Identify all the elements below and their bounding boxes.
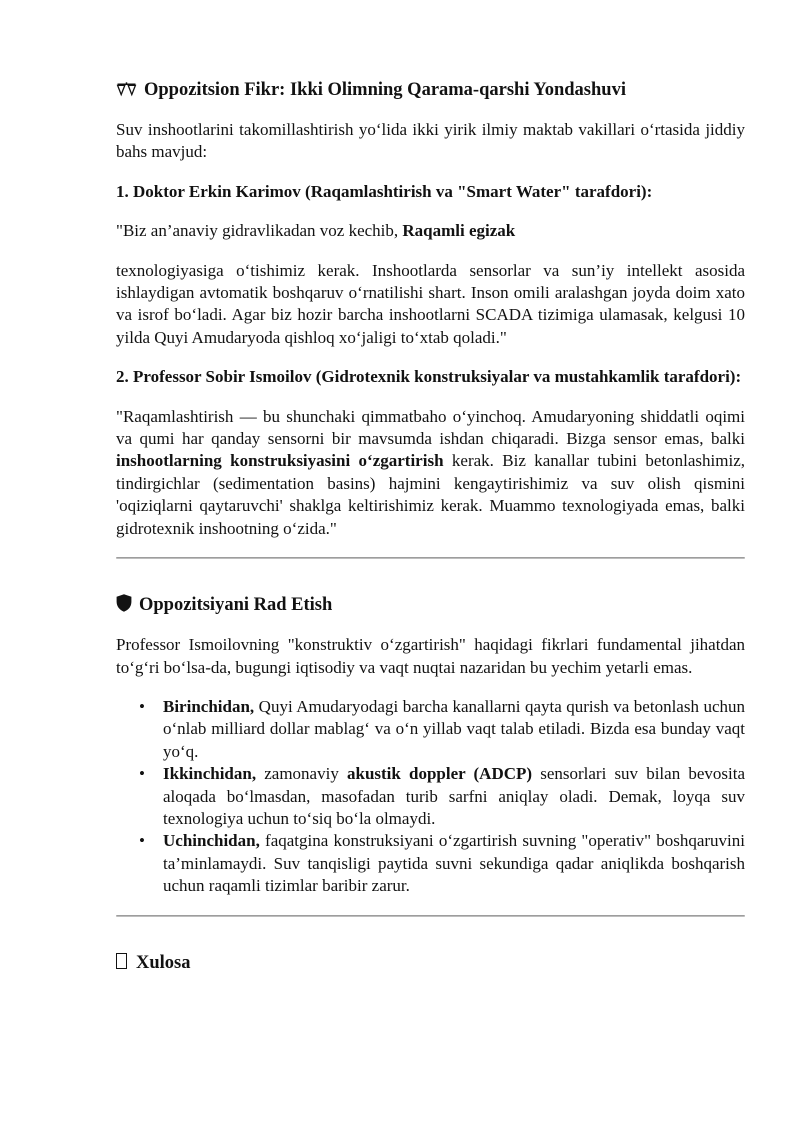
section-divider <box>116 915 745 917</box>
section-heading-opposition <box>116 78 745 102</box>
quote2-run-regular-2: kerak. Biz kanallar tubini betonlashimiz, tindirgichlar (sedimentation basins) hajmini kengaytirishimiz va suv olish qismini 'oqiziqlarni qaytaruvchi' shaklga keltirishimiz kerak. Muammo texnologiyada emas, balki gidrotexnik inshootning o‘zida." <box>116 451 746 538</box>
section-heading-rebuttal-label: Oppozitsiyani Rad Etish <box>139 595 333 616</box>
list-item-third <box>139 830 745 897</box>
bullet-icon: • <box>139 764 145 784</box>
section-heading-rebuttal <box>116 593 745 617</box>
list-item-first <box>139 696 745 763</box>
list-item-second-body-2: sensorlari suv bilan bevosita aloqada bo‘lmasdan, masofadan turib sarfni aniqlay oladi. Demak, loyqa suv texnologiya uchun to‘siq bo‘la olmaydi. <box>163 764 745 828</box>
bullet-icon: • <box>139 696 145 716</box>
quote1-run-regular: "Biz an’anaviy gidravlikadan voz kechib, <box>116 221 403 241</box>
list-item-second-bold: akustik doppler (ADCP) <box>346 764 533 784</box>
rebuttal-list <box>116 696 745 898</box>
scientist1-heading: 1. Doktor Erkin Karimov (Raqamlashtirish va "Smart Water" tarafdori): <box>116 181 653 201</box>
list-item-first-body: Quyi Amudaryodagi barcha kanallarni qayta qurish va betonlash uchun o‘nlab milliard dollar mablag‘ va o‘n yillab vaqt talab etiladi. Bizda esa bunday vaqt yo‘q. <box>163 696 745 761</box>
section-divider <box>116 557 745 559</box>
missing-glyph-box-icon <box>116 953 127 969</box>
scales-icon <box>116 78 137 102</box>
quote2-paragraph <box>116 406 745 540</box>
list-item-second-body-1: zamonaviy <box>256 764 347 784</box>
list-item-second-lead: Ikkinchidan, <box>163 764 257 784</box>
scientist2-heading: 2. Professor Sobir Ismoilov (Gidrotexnik konstruksiyalar va mustahkamlik tarafdori): <box>116 367 742 387</box>
quote1-paragraph <box>116 220 745 242</box>
bullet-icon: • <box>139 831 145 851</box>
section-heading-opposition-label: Oppozitsion Fikr: Ikki Olimning Qarama-qarshi Yondashuvi <box>144 80 626 100</box>
list-item-second <box>139 763 745 830</box>
rebuttal-intro-paragraph: Professor Ismoilovning "konstruktiv o‘zgartirish" haqidagi fikrlari fundamental jihatdan to‘g‘ri bo‘lsa-da, bugungi iqtisodiy va vaqt nuqtai nazaridan bu yechim yetarli emas. <box>116 635 745 677</box>
list-item-first-lead: Birinchidan, <box>163 696 255 716</box>
quote1-continuation-paragraph: texnologiyasiga o‘tishimiz kerak. Inshootlarda sensorlar va sun’iy intellekt asosida ishlaydigan avtomatik boshqaruv o‘rnatilishi shart. Inson omili aralashgan joyda doim xato va isrof bo‘ladi. Agar biz hozir barcha inshootlarni SCADA tizimiga ulamasak, kelgusi 10 yilda Quyi Amudaryoda qishloq xo‘jaligi to‘xtab qoladi." <box>116 260 745 347</box>
section-heading-conclusion <box>116 951 745 975</box>
intro-paragraph: Suv inshootlarini takomillashtirish yo‘lida ikki yirik ilmiy maktab vakillari o‘rtasida jiddiy bahs mavjud: <box>116 120 745 162</box>
list-item-third-body: faqatgina konstruksiyani o‘zgartirish suvning "operativ" boshqaruvini ta’minlamaydi. Suv tanqisligi paytida suvni sekundiga qadar aniqlikda boshqarish uchun raqamli tizimlar baribir zarur. <box>163 831 745 896</box>
quote2-run-regular-1: "Raqamlashtirish — bu shunchaki qimmatbaho o‘yinchoq. Amudaryoning shiddatli oqimi va qumi har qanday sensorni bir mavsumda ishdan chiqaradi. Bizga sensor emas, balki <box>116 406 745 449</box>
list-item-third-lead: Uchinchidan, <box>163 831 260 851</box>
section-heading-conclusion-label: Xulosa <box>136 952 191 973</box>
shield-icon <box>116 593 132 617</box>
quote1-run-bold: Raqamli egizak <box>402 221 516 241</box>
quote2-run-bold: inshootlarning konstruksiyasini o‘zgartirish <box>116 451 444 471</box>
